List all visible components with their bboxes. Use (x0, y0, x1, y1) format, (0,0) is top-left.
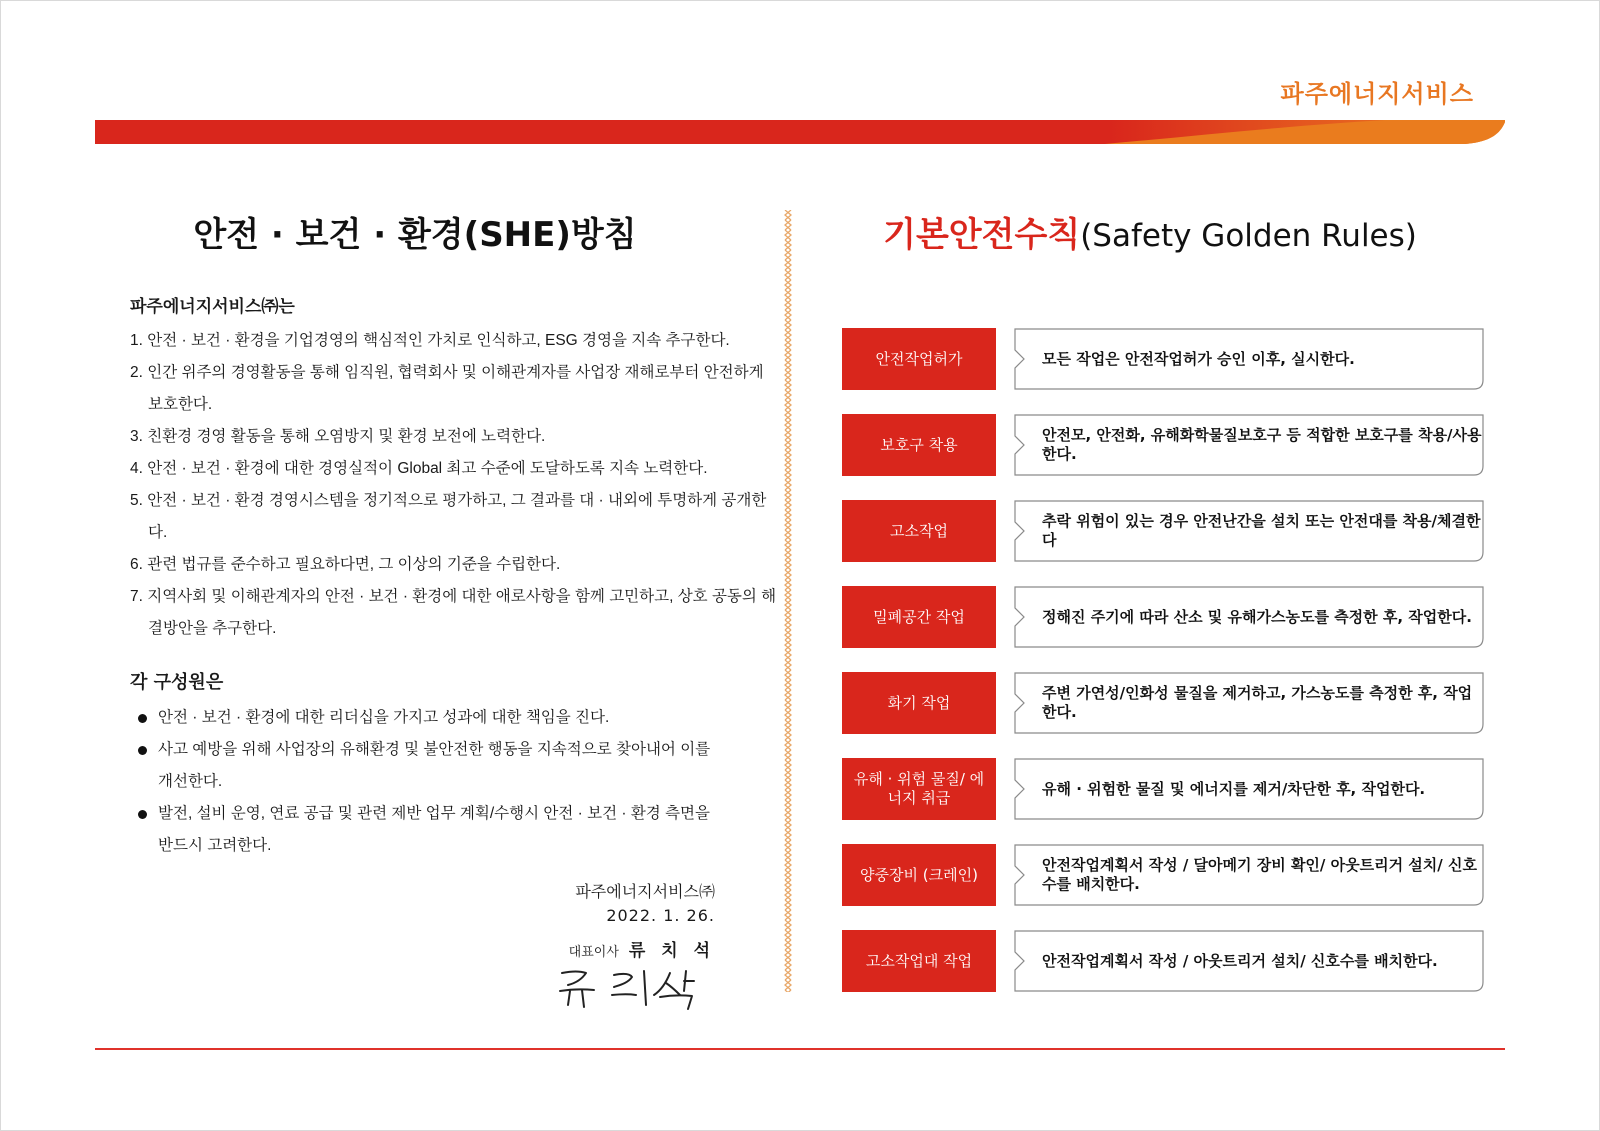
rule-row (842, 414, 1484, 476)
member-duty-text: 안전 · 보건 · 환경에 대한 리더십을 가지고 성과에 대한 책임을 진다. (158, 709, 610, 726)
rule-label: 고소작업대 작업 (842, 930, 996, 992)
policy-list (130, 325, 780, 645)
member-duty-item (130, 702, 720, 734)
rule-label: 보호구 착용 (842, 414, 996, 476)
rule-row (842, 500, 1484, 562)
golden-rules-title-kr: 기본안전수칙 (883, 215, 1081, 255)
rule-text: 안전모, 안전화, 유해화학물질보호구 등 적합한 보호구를 착용/사용한다. (1042, 426, 1482, 463)
rule-row (842, 328, 1484, 390)
rule-label: 밀폐공간 작업 (842, 586, 996, 648)
bullet-icon (138, 810, 147, 819)
rule-label: 유해 · 위험 물질/ 에너지 취급 (842, 758, 996, 820)
she-policy-title: 안전 · 보건 · 환경(SHE)방침 (193, 215, 637, 255)
bullet-icon (138, 746, 147, 755)
policy-intro: 파주에너지서비스㈜는 (130, 297, 295, 317)
member-duty-text: 발전, 설비 운영, 연료 공급 및 관련 제반 업무 계획/수행시 안전 · 보건 · 환경 측면을 반드시 고려한다. (158, 805, 711, 854)
rule-row (842, 758, 1484, 820)
rule-label: 고소작업 (842, 500, 996, 562)
policy-item: 2. 인간 위주의 경영활동을 통해 임직원, 협력회사 및 이해관계자를 사업장 재해로부터 안전하게 보호한다. (130, 364, 764, 413)
signature-block (520, 880, 715, 1015)
representative-name: 류 치 석 (628, 941, 715, 961)
bullet-icon (138, 714, 147, 723)
signature-company: 파주에너지서비스㈜ (575, 882, 715, 901)
handwritten-signature (520, 965, 715, 1011)
golden-rules-title (830, 207, 1470, 256)
company-logo: 파주에너지서비스 (1280, 80, 1474, 108)
rule-row (842, 844, 1484, 906)
rule-text: 유해 · 위험한 물질 및 에너지를 제거/차단한 후, 작업한다. (1042, 779, 1426, 798)
rule-text: 주변 가연성/인화성 물질을 제거하고, 가스농도를 측정한 후, 작업한다. (1042, 684, 1473, 721)
policy-item: 6. 관련 법규를 준수하고 필요하다면, 그 이상의 기준을 수립한다. (130, 556, 561, 573)
rule-text: 정해진 주기에 따라 산소 및 유해가스농도를 측정한 후, 작업한다. (1042, 607, 1472, 626)
rule-label: 화기 작업 (842, 672, 996, 734)
policy-item: 4. 안전 · 보건 · 환경에 대한 경영실적이 Global 최고 수준에 도달하도록 지속 노력한다. (130, 460, 708, 477)
representative-title: 대표이사 (568, 945, 619, 960)
golden-rules-title-en: (Safety Golden Rules) (1080, 218, 1417, 254)
signature-representative (520, 936, 715, 961)
rule-text: 안전작업계획서 작성 / 달아메기 장비 확인/ 아웃트리거 설치/ 신호수를 배치한다. (1042, 856, 1477, 893)
rule-row (842, 586, 1484, 648)
column-divider (783, 210, 793, 992)
rule-row (842, 672, 1484, 734)
signature-date: 2022. 1. 26. (606, 906, 715, 925)
rule-text: 안전작업계획서 작성 / 아웃트리거 설치/ 신호수를 배치한다. (1042, 951, 1438, 970)
policy-item: 1. 안전 · 보건 · 환경을 기업경영의 핵심적인 가치로 인식하고, ESG 경영을 지속 추구한다. (130, 332, 730, 349)
rule-label: 안전작업허가 (842, 328, 996, 390)
rule-label: 양중장비 (크레인) (842, 844, 996, 906)
members-heading: 각 구성원은 (130, 672, 224, 693)
policy-item: 3. 친환경 경영 활동을 통해 오염방지 및 환경 보전에 노력한다. (130, 428, 546, 445)
footer-line (95, 1048, 1505, 1050)
member-duty-item (130, 734, 720, 798)
header-color-bar (95, 120, 1505, 144)
policy-item: 7. 지역사회 및 이해관계자의 안전 · 보건 · 환경에 대한 애로사항을 함께 고민하고, 상호 공동의 해결방안을 추구한다. (130, 588, 777, 637)
rule-text: 모든 작업은 안전작업허가 승인 이후, 실시한다. (1042, 349, 1355, 368)
member-duty-list (130, 702, 720, 862)
member-duty-text: 사고 예방을 위해 사업장의 유해환경 및 불안전한 행동을 지속적으로 찾아내어 이를 개선한다. (158, 741, 711, 790)
rule-row (842, 930, 1484, 992)
policy-item: 5. 안전 · 보건 · 환경 경영시스템을 정기적으로 평가하고, 그 결과를 대 · 내외에 투명하게 공개한다. (130, 492, 767, 541)
rule-text: 추락 위험이 있는 경우 안전난간을 설치 또는 안전대를 착용/체결한다 (1042, 512, 1481, 549)
member-duty-item (130, 798, 720, 862)
